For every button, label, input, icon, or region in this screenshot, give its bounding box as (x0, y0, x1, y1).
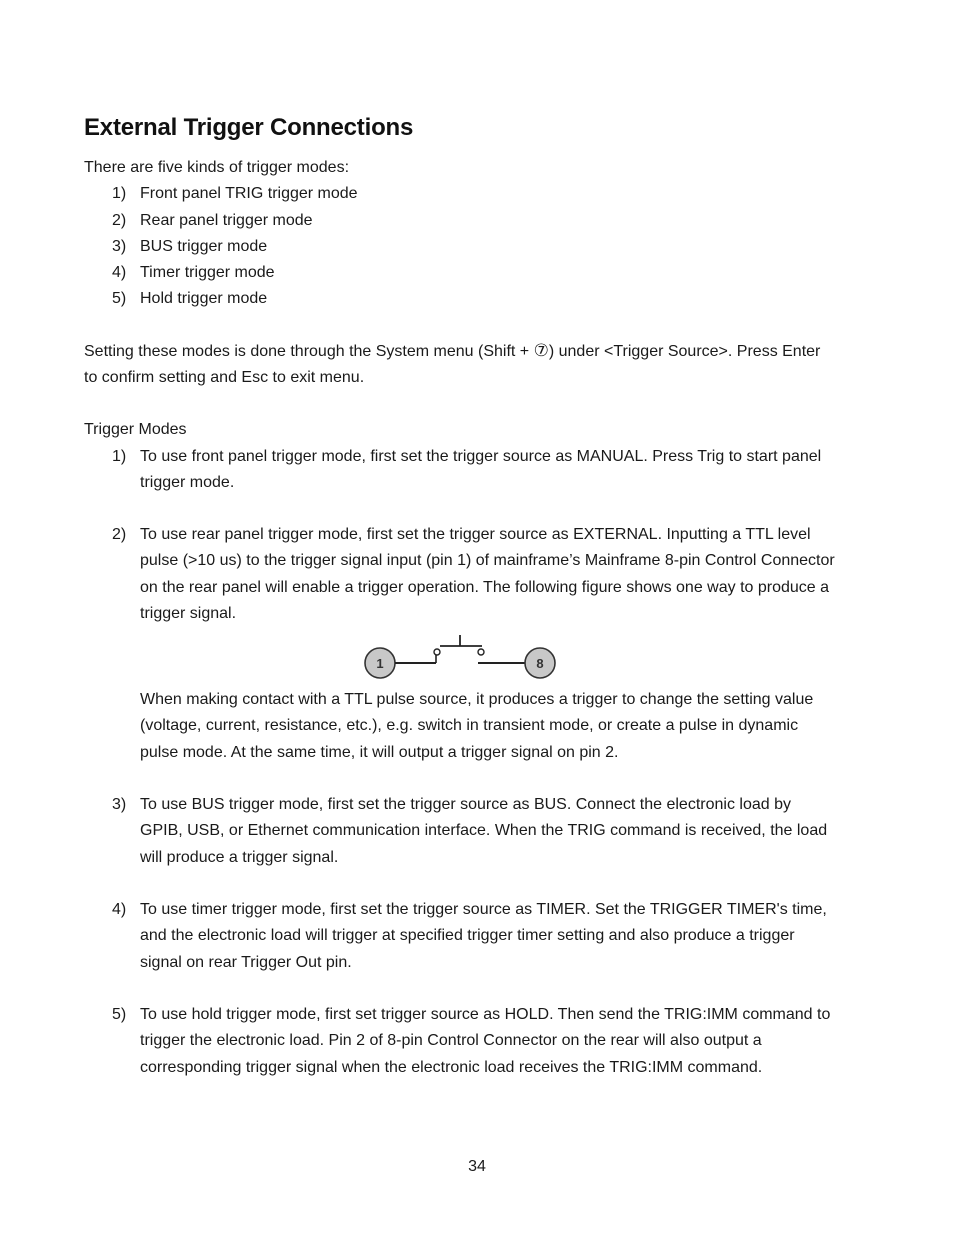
trigger-steps-list-2 (84, 522, 836, 627)
step-2-followup: When making contact with a TTL pulse source, it produces a trigger to change the setting value (voltage, current, resistance, etc.), e.g. switch in transient mode, or create a pulse in dynamic pulse mode. At the same time, it will output a trigger signal on pin 2. (140, 691, 814, 761)
trigger-steps-list-5 (84, 1002, 836, 1081)
pin-8-label: 8 (536, 656, 544, 671)
intro-block (84, 155, 844, 313)
trigger-steps-list (84, 444, 836, 497)
trigger-steps-list-4 (84, 897, 836, 976)
intro-text: There are five kinds of trigger modes: (84, 159, 350, 176)
mode-item: 1) Front panel TRIG trigger mode (112, 185, 358, 203)
mode-item: 5) Hold trigger mode (112, 290, 268, 308)
step-item-5: 5) To use hold trigger mode, first set trigger source as HOLD. Then send the TRIG:IMM command to trigger the electronic load. Pin 2 of 8-pin Control Connector on the rear will also output a corresponding trigger signal when the electronic load receives the TRIG:IMM command. (112, 1006, 831, 1076)
step-item-3: 3) To use BUS trigger mode, first set the trigger source as BUS. Connect the electronic load by GPIB, USB, or Ethernet communication interface. When the TRIG command is received, the load will produce a trigger signal. (112, 796, 828, 866)
pin-1-label: 1 (376, 656, 384, 671)
step-item-1: 1) To use front panel trigger mode, first set the trigger source as MANUAL. Press Trig to start panel trigger mode. (112, 448, 822, 492)
setting-paragraph: Setting these modes is done through the System menu (Shift + ⑦) under <Trigger Source>. Press Enter to confirm setting and Esc to exit menu. (84, 341, 821, 387)
modes-list (84, 181, 844, 312)
step-item-2: 2) To use rear panel trigger mode, first set the trigger source as EXTERNAL. Inputting a TTL level pulse (>10 us) to the trigger signal input (pin 1) of mainframe’s Mainframe 8-pin Control Connector on the rear panel will enable a trigger operation. The following figure shows one way to produce a trigger signal. (112, 526, 835, 622)
section-heading: External Trigger Connections (84, 114, 414, 141)
page-number: 34 (468, 1158, 486, 1175)
trigger-switch-figure (84, 632, 844, 682)
trigger-modes-title: Trigger Modes (84, 421, 187, 438)
left-contact-node (434, 649, 440, 655)
right-contact-node (478, 649, 484, 655)
step-item-4: 4) To use timer trigger mode, first set the trigger source as TIMER. Set the TRIGGER TIMER's time, and the electronic load will trigger at specified trigger timer setting and also produce a trigger signal on rear Trigger Out pin. (112, 901, 827, 971)
mode-item: 3) BUS trigger mode (112, 237, 268, 255)
trigger-switch-diagram (362, 632, 562, 682)
mode-item: 4) Timer trigger mode (112, 264, 275, 282)
mode-item: 2) Rear panel trigger mode (112, 211, 313, 229)
trigger-steps-list-3 (84, 792, 836, 871)
shift-7-key: ⑦ (533, 341, 549, 361)
